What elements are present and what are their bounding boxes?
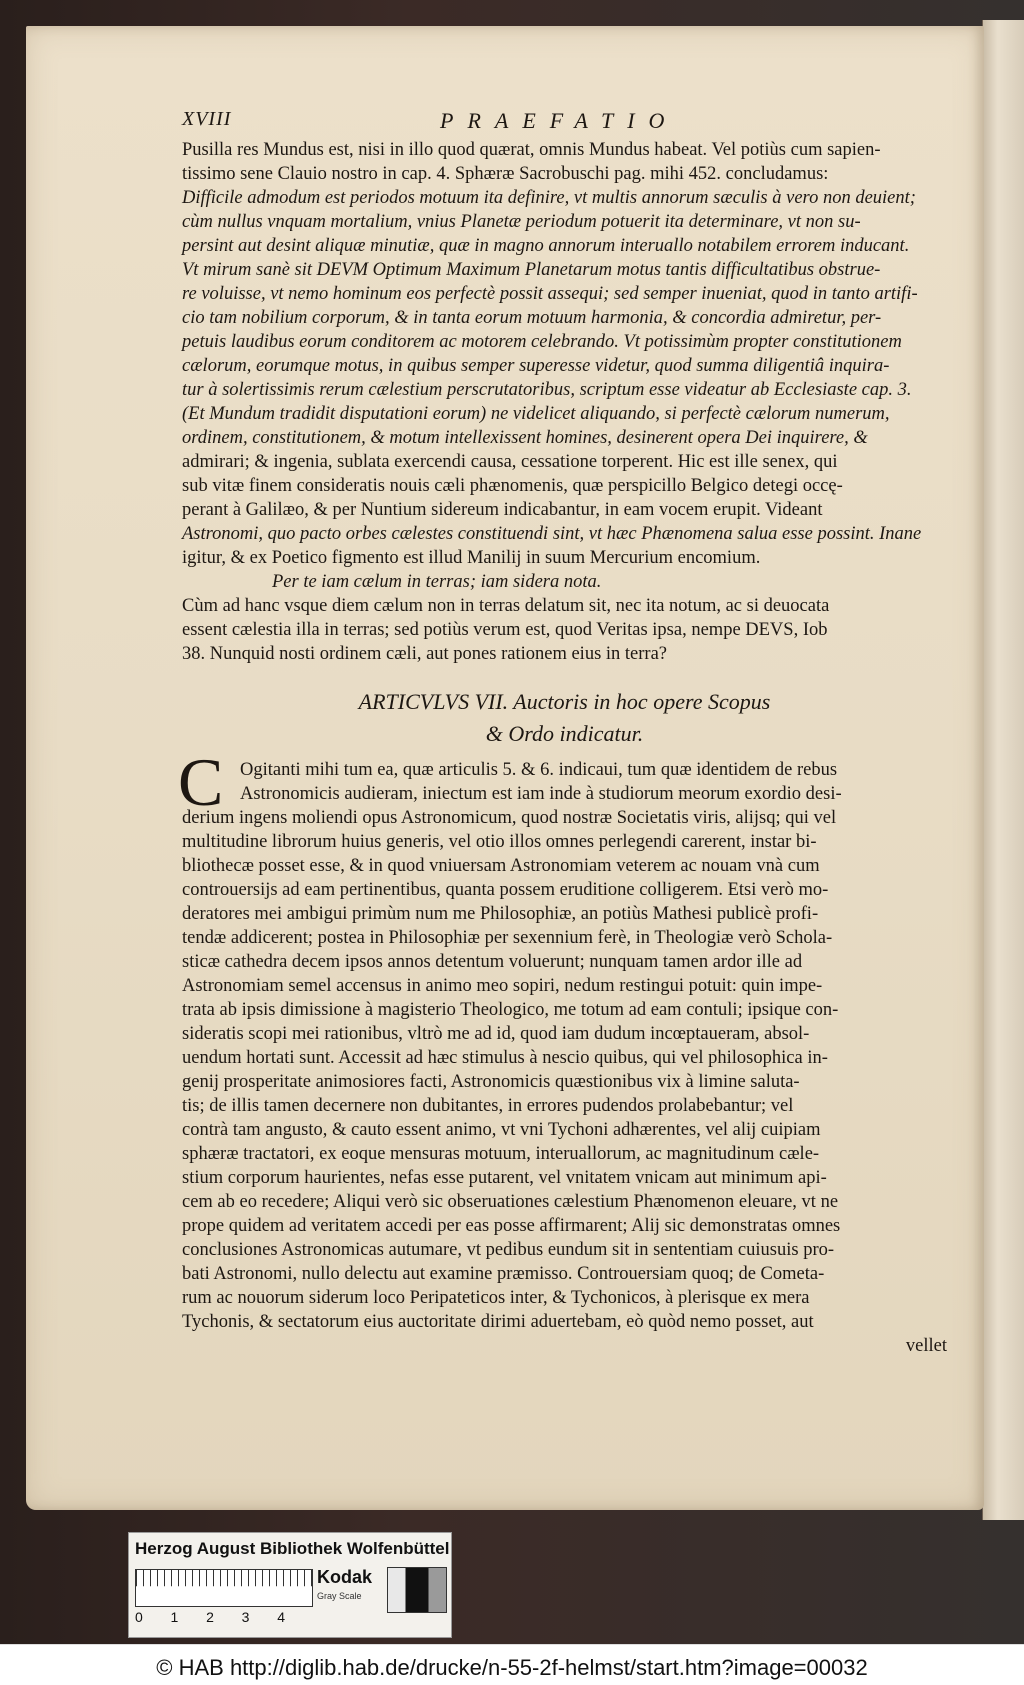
text-line: Pusilla res Mundus est, nisi in illo quod quærat, omnis Mundus habeat. Vel potiùs cum sapien- <box>182 140 881 160</box>
copyright-footer <box>0 1644 1024 1685</box>
text-line: essent cælestia illa in terras; sed potiùs verum est, quod Veritas ipsa, nempe DEVS, Iob <box>182 620 828 640</box>
ruler-ticks <box>136 1570 312 1606</box>
article-heading-line-1: ARTICVLVS VII. Auctoris in hoc opere Scopus <box>358 689 771 714</box>
text-line: cælorum, eorumque motus, in quibus semper superesse videtur, quod summa diligentiâ inquira- <box>182 356 890 376</box>
text-line: Ogitanti mihi tum ea, quæ articulis 5. & 6. indicaui, tum quæ identidem de rebus <box>240 760 838 780</box>
running-header <box>182 108 947 138</box>
article-heading-line-2: & Ordo indicatur. <box>485 721 644 746</box>
text-line: persint aut desint aliquæ minutiæ, quæ in magno annorum interuallo notabilem errorem inducant. <box>182 236 910 256</box>
running-title: PRAEFATIO <box>440 108 679 133</box>
facing-page-edge <box>982 20 1024 1520</box>
text-line: tendæ addicerent; postea in Philosophiæ per sexennium ferè, in Theologiæ verò Schola- <box>182 928 833 948</box>
ruler-number: 4 <box>277 1609 285 1625</box>
library-color-card <box>128 1532 452 1638</box>
text-line: cio tam nobilium corporum, & in tanta eorum motuum harmonia, & concordia admiretur, per- <box>182 308 882 328</box>
text-line: sub vitæ finem consideratis nouis cæli phænomenis, quæ perspicillo Belgico detegi occę- <box>182 476 843 496</box>
text-line: Astronomiam semel accensus in animo meo sopiri, nedum restingui potuit: quin impe- <box>182 976 823 996</box>
kodak-logo: Kodak <box>317 1567 373 1587</box>
text-line: trata ab ipsis dimissione à magisterio Theologico, me totum ad eam contuli; ipsique con- <box>182 1000 839 1020</box>
gray-scale-patch <box>387 1567 447 1613</box>
text-line: prope quidem ad veritatem accedi per eas posse affirmarent; Alij sic demonstratas omnes <box>182 1216 841 1236</box>
copyright-text: © HAB http://diglib.hab.de/drucke/n-55-2f-helmst/start.htm?image=00032 <box>156 1655 868 1680</box>
text-line: Tychonis, & sectatorum eius auctoritate dirimi aduertebam, eò quòd nemo posset, aut <box>182 1312 814 1332</box>
folio-number: XVIII <box>182 108 232 130</box>
text-line: contrà tam angusto, & cauto essent animo, vt vni Tychoni adhærentes, vel alij cuipiam <box>182 1120 821 1140</box>
text-line: cùm nullus vnquam mortalium, vnius Planetæ periodum potuerit ita determinare, vt non su- <box>182 212 861 232</box>
text-line: igitur, & ex Poetico figmento est illud Manilij in suum Mercurium encomium. <box>182 548 761 568</box>
article-heading <box>182 686 947 750</box>
drop-cap: C <box>178 744 224 820</box>
ruler-number: 3 <box>241 1609 250 1625</box>
text-line: Astronomicis audieram, iniectum est iam inde à studiorum meorum exordio desi- <box>240 784 842 804</box>
scale-ruler <box>135 1569 313 1607</box>
verse-quote: Per te iam cælum in terras; iam sidera nota. <box>272 572 602 592</box>
ruler-number: 0 <box>135 1609 143 1625</box>
text-line: rum ac nouorum siderum loco Peripateticos inter, & Tychonicos, à plerisque ex mera <box>182 1288 810 1308</box>
kodak-subtitle: Gray Scale <box>317 1591 362 1601</box>
text-line: derium ingens moliendi opus Astronomicum, quod nostræ Societatis viris, alijsq; qui vel <box>182 808 837 828</box>
ruler-number: 2 <box>206 1609 214 1625</box>
text-line: Astronomi, quo pacto orbes cælestes constituendi sint, vt hæc Phænomena salua esse possint. Inane <box>182 524 922 544</box>
text-line: (Et Mundum tradidit disputationi eorum) ne videlicet aliquando, si perfectè cælorum numerum, <box>182 404 890 424</box>
text-line: perant à Galilæo, & per Nuntium sidereum indicabantur, in eam vocem erupit. Videant <box>182 500 823 520</box>
text-block-top <box>182 138 947 666</box>
text-line: Vt mirum sanè sit DEVM Optimum Maximum Planetarum motus tantis difficultatibus obstrue- <box>182 260 881 280</box>
text-line: ordinem, constitutionem, & motum intellexissent homines, desinerent opera Dei inquirere, & <box>182 428 868 448</box>
text-line: deratores mei ambigui primùm num me Philosophiæ, an potiùs Mathesi publicè profi- <box>182 904 819 924</box>
text-line: Difficile admodum est periodos motuum ita definire, vt multis annorum sæculis à vero non deuient; <box>182 188 916 208</box>
text-line: multitudine librorum huius generis, vel otio illos omnes perlegendi carerent, instar bi- <box>182 832 817 852</box>
text-line: stium corporum haurientes, nefas esse putarent, vel vnitatem vnicam aut minimum api- <box>182 1168 827 1188</box>
ruler-number: 1 <box>170 1609 179 1625</box>
text-line: tis; de illis tamen decernere non dubitantes, in errores pudendos prolabebantur; vel <box>182 1096 794 1116</box>
text-block-body <box>178 744 947 1358</box>
text-line: tur à solertissimis rerum cælestium perscrutatoribus, scriptum esse videatur ab Ecclesiaste cap. 3. <box>182 380 912 400</box>
text-line: bliothecæ posset esse, & in quod vniuersam Astronomiam veterem ac nouam vnà cum <box>182 856 820 876</box>
text-line: 38. Nunquid nosti ordinem cæli, aut pones rationem eius in terra? <box>182 644 668 664</box>
text-line: re voluisse, vt nemo hominum eos perfectè possit assequi; sed semper inueniat, quod in tanto artifi- <box>182 284 918 304</box>
library-name: Herzog August Bibliothek Wolfenbüttel <box>135 1539 450 1558</box>
text-line: tissimo sene Clauio nostro in cap. 4. Sphæræ Sacrobuschi pag. mihi 452. concludamus: <box>182 164 829 184</box>
ruler-numbers <box>135 1609 311 1625</box>
text-line: sideratis scopi mei rationibus, vltrò me ad id, quod iam dudum incœptaueram, absol- <box>182 1024 810 1044</box>
text-line: petuis laudibus eorum conditorem ac motorem celebrando. Vt potissimùm propter constitutionem <box>182 332 902 352</box>
text-line: cem ab eo recedere; Aliqui verò sic obseruationes cælestium Phænomenon eleuare, vt ne <box>182 1192 839 1212</box>
text-line: genij prosperitate animosiores facti, Astronomicis quæstionibus vix à limine saluta- <box>182 1072 800 1092</box>
page-text <box>178 108 947 1358</box>
text-line: bati Astronomi, nullo delectu aut examine præmisso. Controuersiam quoq; de Cometa- <box>182 1264 825 1284</box>
text-line: conclusiones Astronomicas autumare, vt pedibus eundum sit in sententiam cuiusuis pro- <box>182 1240 835 1260</box>
text-line: Cùm ad hanc vsque diem cælum non in terras delatum sit, nec ita notum, ac si deuocata <box>182 596 830 616</box>
text-line: sticæ cathedra decem ipsos annos detentum voluerunt; nunquam tamen ardor ille ad <box>182 952 803 972</box>
text-line: uendum hortati sunt. Accessit ad hæc stimulus à nescio quibus, qui vel philosophica in- <box>182 1048 828 1068</box>
text-line: admirari; & ingenia, sublata exercendi causa, cessatione torperent. Hic est ille senex, qui <box>182 452 838 472</box>
text-line: controuersijs ad eam pertinentibus, quanta possem eruditione colligerem. Etsi verò mo- <box>182 880 829 900</box>
catchword: vellet <box>905 1336 947 1356</box>
text-line: sphæræ tractatori, ex eoque mensuras motuum, interuallorum, ac magnitudinum cæle- <box>182 1144 820 1164</box>
